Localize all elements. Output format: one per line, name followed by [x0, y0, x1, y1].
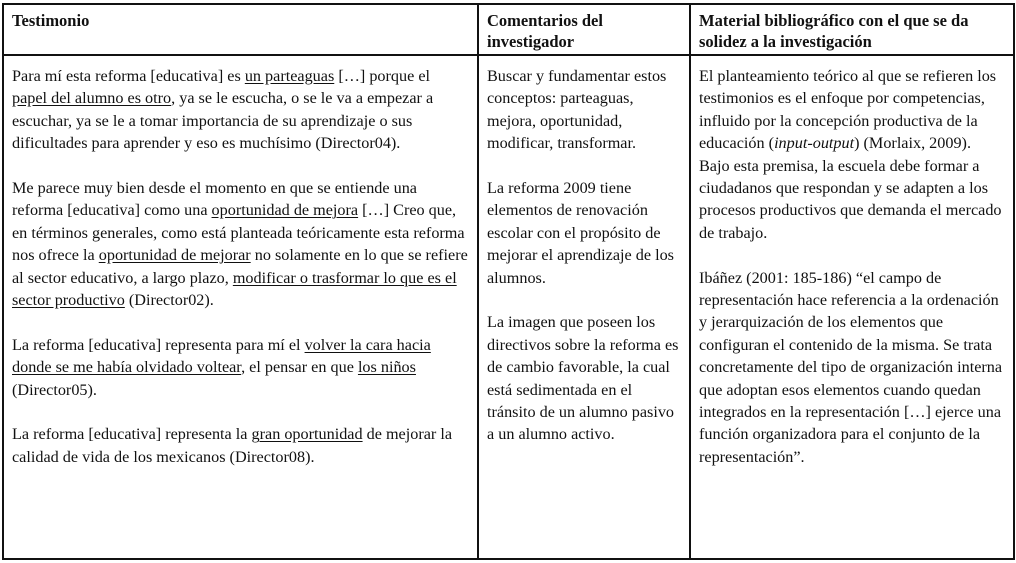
- text-span: , ya se le escucha, o se le va a empezar a escuchar, ya se le a tomar importancia de su aprendizaje o sus dificultades para aprender y eso es muchísimo (Director04).: [12, 89, 434, 153]
- header-testimonio: Testimonio: [3, 4, 478, 55]
- header-comentarios: Comentarios del investigador: [478, 4, 690, 55]
- text-span: , el pensar en que: [241, 358, 358, 377]
- material-paragraph: [699, 267, 1005, 469]
- underlined-phrase: un parteaguas: [244, 67, 335, 85]
- testimonio-paragraph: [12, 334, 469, 401]
- testimonio-paragraph: [12, 65, 469, 155]
- italic-term: input-output: [774, 134, 855, 153]
- testimonio-paragraph: [12, 177, 469, 311]
- header-material: Material bibliográfico con el que se da solidez a la investigación: [690, 4, 1014, 55]
- comentario-paragraph: La imagen que poseen los directivos sobre la reforma es de cambio favorable, la cual está sedimentada en el tránsito de un alumno pasivo a un alumno activo.: [487, 313, 679, 444]
- text-span: Para mí esta reforma [educativa] es: [12, 67, 245, 85]
- text-span: de mejorar la calidad de vida de los mexicanos (Director08).: [12, 425, 453, 466]
- testimonio-paragraph: [12, 423, 469, 468]
- header-row: [3, 4, 1014, 55]
- testimonio-cell: [3, 55, 478, 559]
- underlined-phrase: oportunidad de mejora: [211, 201, 359, 220]
- material-cell: [690, 55, 1014, 559]
- text-span: Me parece muy bien desde el momento en que se entiende una reforma [educativa] como una: [12, 179, 417, 220]
- text-span: […] Creo que, en términos generales, como está planteada teóricamente esta reforma nos ofrece la: [12, 201, 465, 265]
- text-span: […] porque el: [334, 67, 431, 85]
- comentarios-cell: [478, 55, 690, 559]
- underlined-phrase: gran oportunidad: [251, 425, 363, 444]
- comentario-paragraph: Buscar y fundamentar estos conceptos: parteaguas, mejora, oportunidad, modificar, transformar.: [487, 67, 667, 153]
- text-span: La reforma [educativa] representa para mí el: [12, 335, 305, 354]
- material-paragraph: [699, 65, 1005, 244]
- content-row: [3, 55, 1014, 559]
- comentario-paragraph: La reforma 2009 tiene elementos de renovación escolar con el propósito de mejorar el aprendizaje de los alumnos.: [487, 179, 674, 287]
- underlined-phrase: papel del alumno es otro: [12, 89, 172, 108]
- text-span: (Director05).: [12, 380, 97, 399]
- text-span: (Director02).: [124, 291, 214, 310]
- underlined-phrase: modificar o trasformar lo que es el sector productivo: [12, 268, 457, 310]
- research-table: [2, 3, 1015, 560]
- text-span: Ibáñez (2001: 185-186) “el campo de representación hace referencia a la ordenación y jerarquización de los elementos que configuran el contenido de la misma. Se trata concretamente del tipo de organización interna que adoptan esos elementos cuando quedan integrados en la representación […] ejerce una función organizadora para el conjunto de la representación”.: [699, 268, 1003, 466]
- underlined-phrase: volver la cara hacia donde se me había olvidado voltear: [12, 335, 431, 377]
- underlined-phrase: los niños: [357, 358, 416, 377]
- underlined-phrase: oportunidad de mejorar: [98, 246, 251, 265]
- text-span: no solamente en lo que se refiere al sector educativo, a largo plazo,: [12, 246, 468, 287]
- text-span: La reforma [educativa] representa la: [12, 425, 252, 444]
- text-span: ) (Morlaix, 2009). Bajo esta premisa, la escuela debe formar a ciudadanos que respondan y se adapten a los procesos productivos que demanda el mercado de trabajo.: [699, 134, 1002, 242]
- text-span: El planteamiento teórico al que se refieren los testimonios es el enfoque por competencias, influido por la concepción productiva de la educación (: [699, 67, 997, 153]
